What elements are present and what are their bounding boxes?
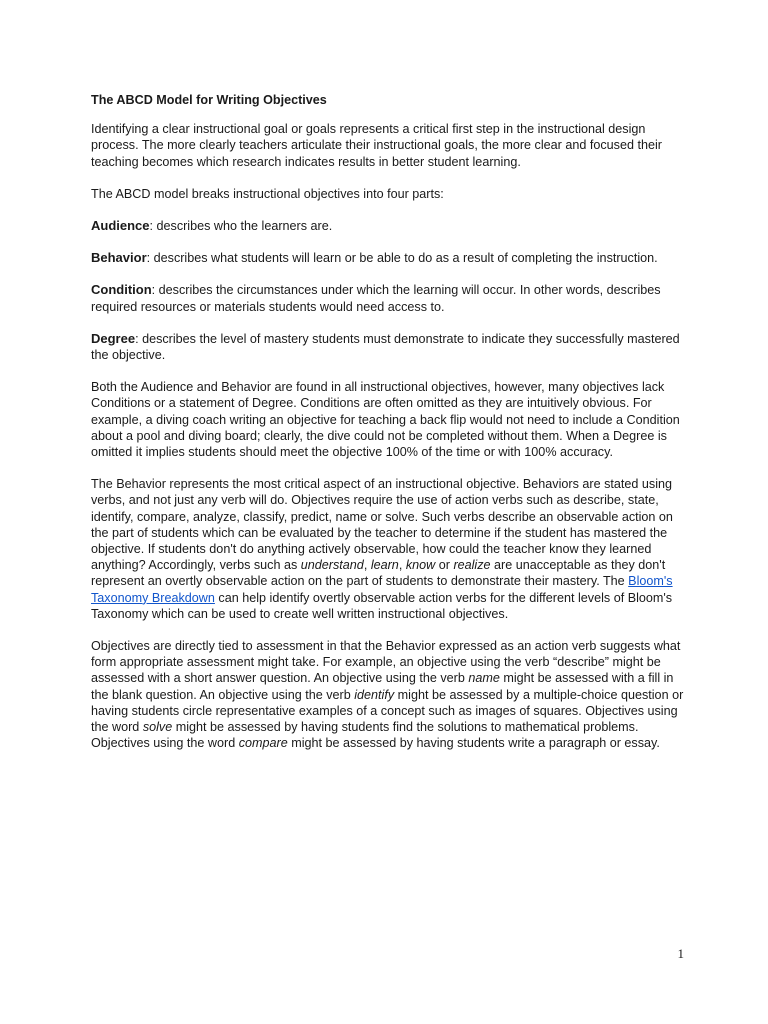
part-term: Audience: [91, 218, 150, 234]
part-degree: [91, 331, 687, 363]
parts-intro-paragraph: The ABCD model breaks instructional objectives into four parts:: [91, 186, 444, 201]
verb-identify: identify: [354, 687, 395, 702]
intro-paragraph: Identifying a clear instructional goal or goals represents a critical first step in the instructional design process. The more clearly teachers articulate their instructional goals, the more clear and focused their teaching becomes which research indicates results in better student learning.: [91, 122, 662, 169]
text-run: Objectives are directly tied to assessment in that the Behavior expressed as an action verb suggests what form appropriate assessment might take. For example, an objective using the verb “describe” might be assessed with a short answer question. An objective using the verb: [91, 639, 681, 686]
text-run: might be assessed by having students write a paragraph or essay.: [287, 736, 660, 751]
verb-compare: compare: [238, 736, 288, 751]
part-description: : describes the level of mastery students must demonstrate to indicate they successfully mastered the objective.: [91, 331, 680, 363]
blooms-taxonomy-link[interactable]: Bloom's Taxonomy Breakdown: [91, 574, 673, 605]
assessment-paragraph: [91, 638, 687, 751]
verb-know: know: [405, 558, 436, 573]
part-term: Degree: [91, 330, 136, 346]
part-audience: [91, 218, 687, 234]
document-title: The ABCD Model for Writing Objectives: [91, 93, 327, 107]
part-term: Behavior: [91, 250, 147, 266]
part-behavior: [91, 250, 687, 266]
verb-learn: learn: [370, 558, 399, 573]
behavior-paragraph: [91, 476, 687, 622]
verb-realize: realize: [453, 558, 491, 573]
page-number: 1: [677, 946, 684, 961]
verb-understand: understand: [300, 558, 364, 573]
part-description: : describes who the learners are.: [149, 219, 333, 234]
part-description: : describes the circumstances under which the learning will occur. In other words, describes required resources or materials students would need access to.: [91, 283, 661, 314]
text-run: ,: [398, 558, 406, 573]
verb-name: name: [468, 671, 500, 686]
text-run: The Behavior represents the most critical aspect of an instructional objective. Behaviors are stated using verbs, and not just any verb will do. Objectives require the use of action verbs such as describe, state, identify, compare, analyze, classify, predict, name or solve. Such verbs describe an observable action on the part of students which can be evaluated by the teacher to determine if the student has mastered the objective. If students don't do anything actively observable, how could the teacher know they learned anything? Accordingly, verbs such as: [91, 477, 673, 573]
verb-solve: solve: [142, 720, 173, 735]
part-description: : describes what students will learn or be able to do as a result of completing the instruction.: [146, 251, 658, 266]
text-run: might be assessed by having students find the solutions to mathematical problems. Objectives using the word: [91, 720, 639, 751]
part-condition: [91, 282, 687, 314]
text-run: are unacceptable as they don't represent an overtly observable action on the part of students to demonstrate their mastery. The: [91, 558, 666, 589]
audience-behavior-paragraph: Both the Audience and Behavior are found in all instructional objectives, however, many objectives lack Conditions or a statement of Degree. Conditions are often omitted as they are intuitively obvious. For example, a diving coach writing an objective for teaching a back flip would not need to include a Condition about a pool and diving board; clearly, the dive could not be completed without them. When a Degree is omitted it implies students should meet the objective 100% of the time or with 100% accuracy.: [91, 380, 680, 460]
text-run: or: [435, 558, 454, 573]
text-run: might be assessed by a multiple-choice question or having students circle representative examples of a concept such as images of squares. Objectives using the word: [91, 687, 684, 735]
document-body: [91, 92, 687, 768]
text-run: can help identify overtly observable action verbs for the different levels of Bloom's Taxonomy which can be used to create well written instructional objectives.: [91, 590, 673, 621]
text-run: might be assessed with a fill in the blank question. An objective using the verb: [91, 671, 674, 702]
part-term: Condition: [91, 282, 152, 298]
text-run: ,: [363, 558, 371, 573]
